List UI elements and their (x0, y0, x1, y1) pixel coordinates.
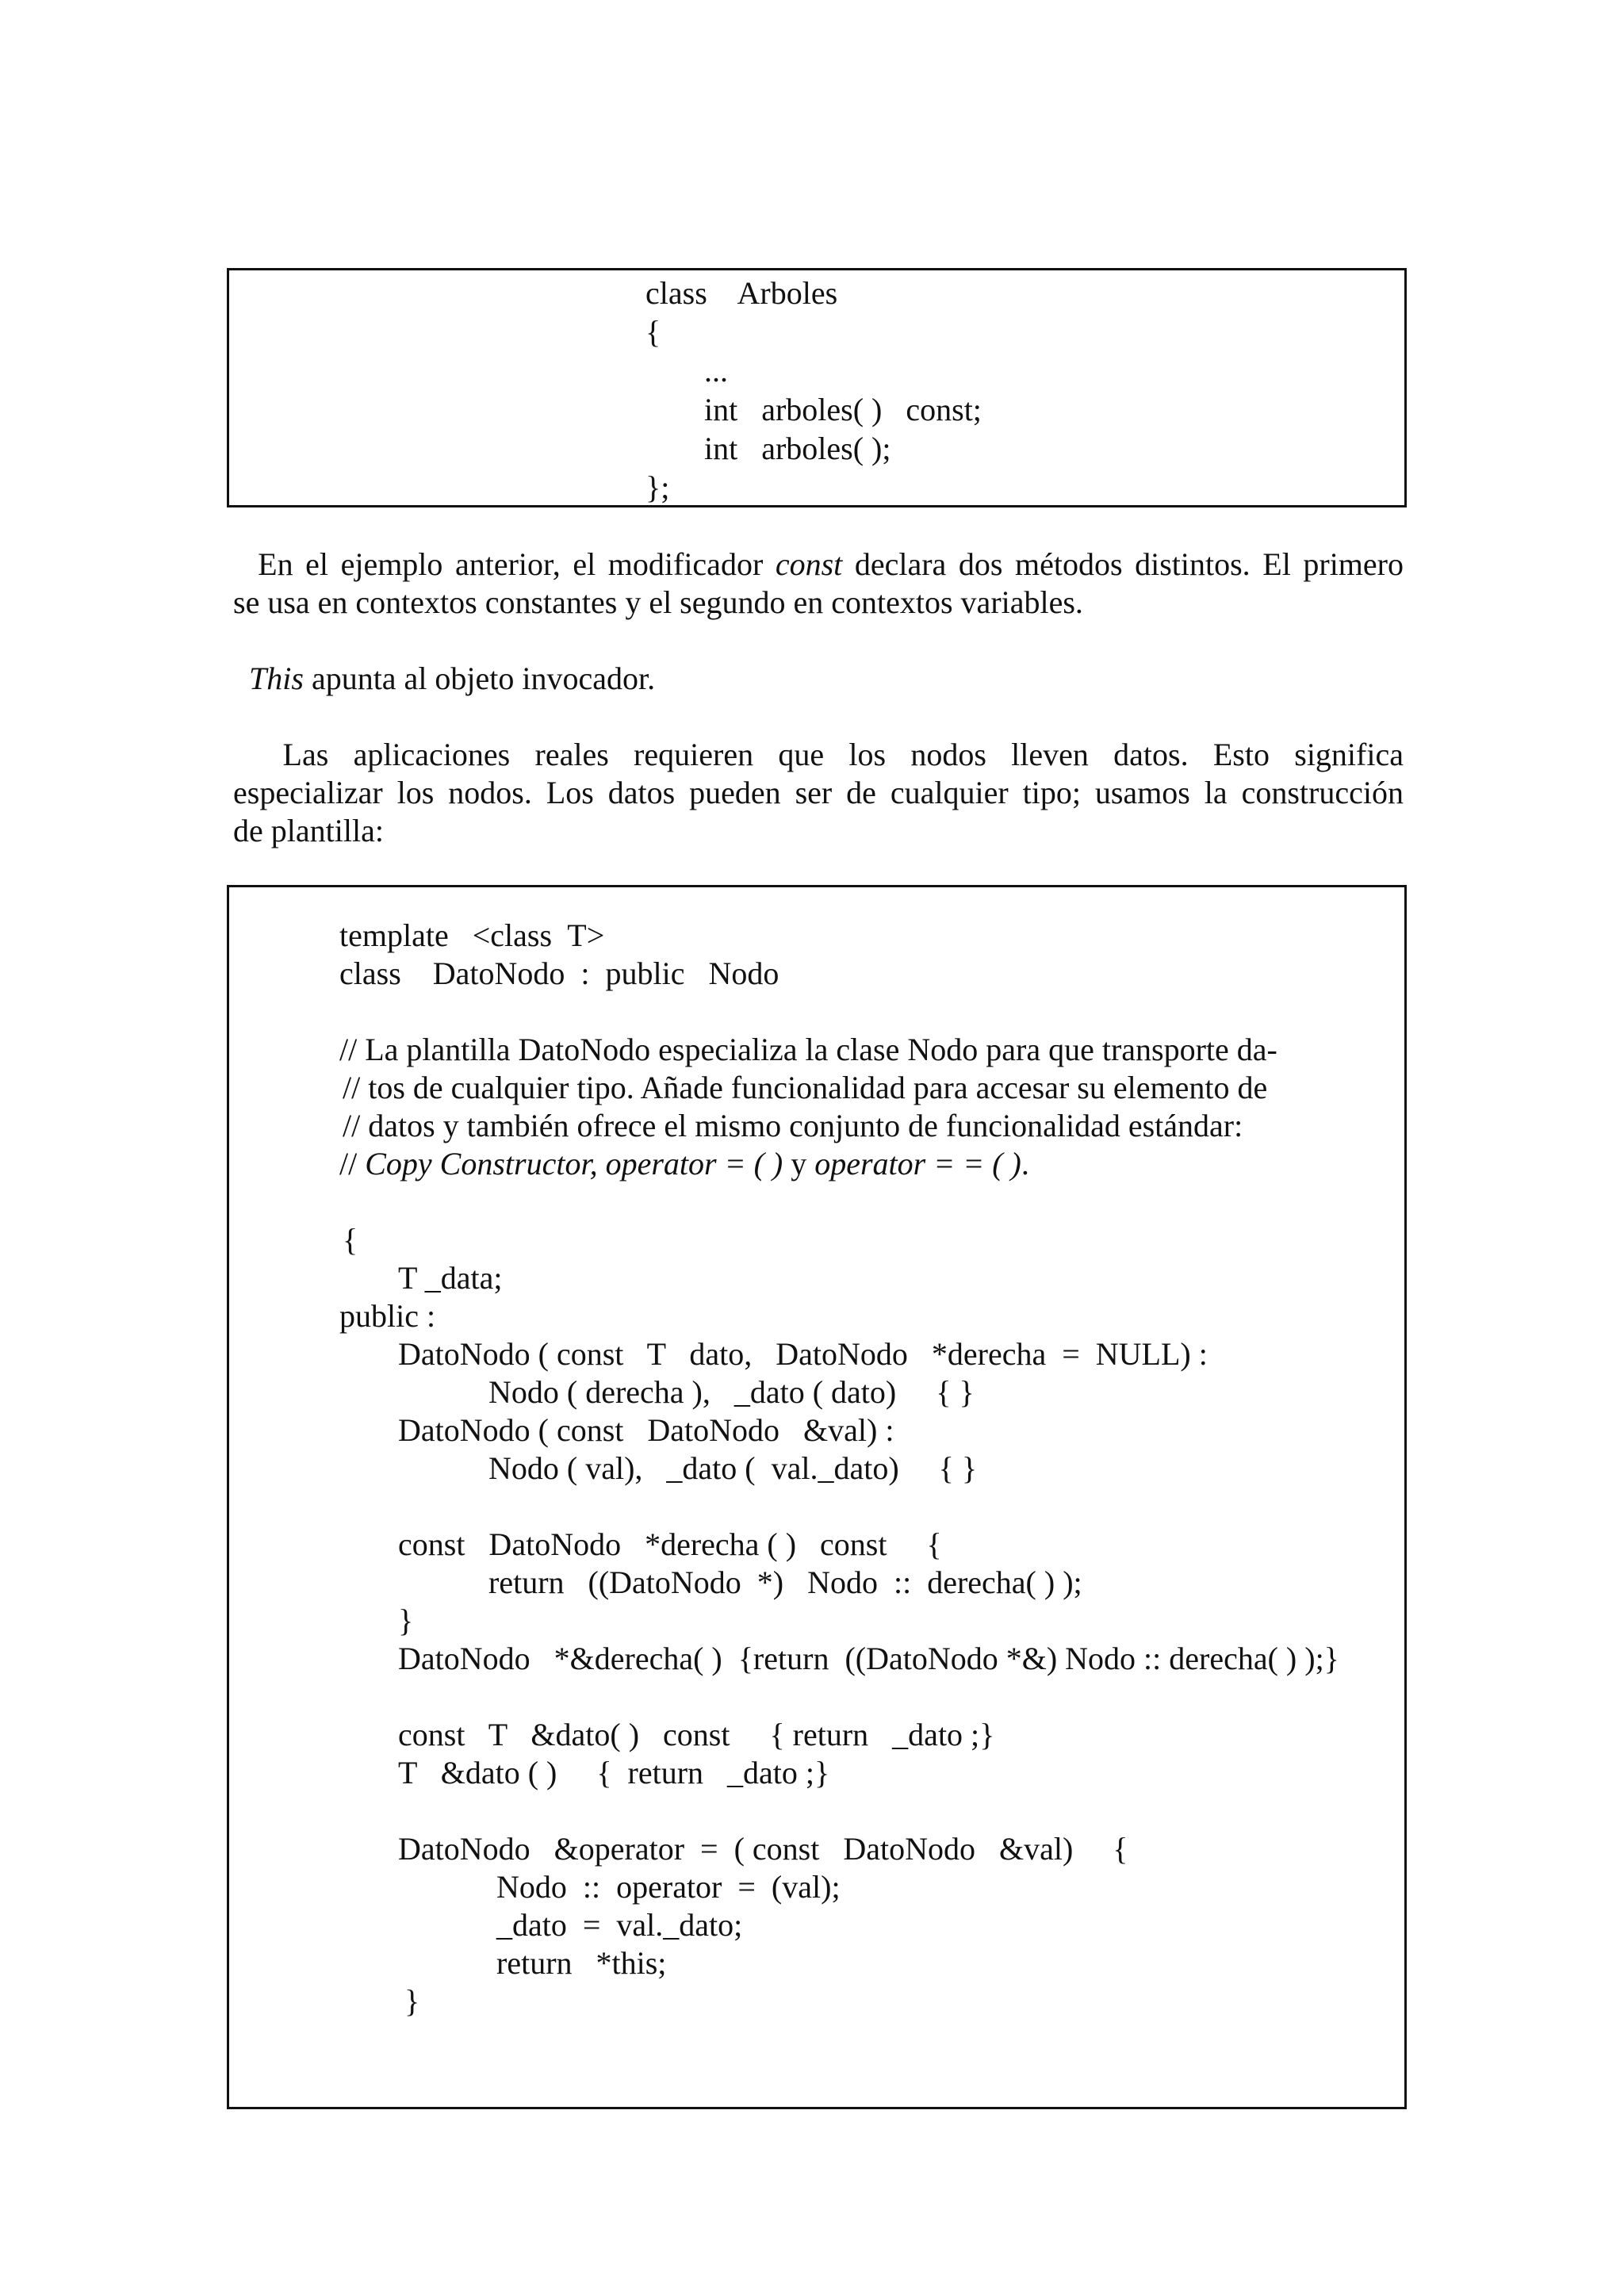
code-line: DatoNodo ( const T dato, DatoNodo *derecha = NULL) : (398, 1336, 1208, 1372)
code-line: int arboles( ); (704, 431, 891, 466)
code-line: class DatoNodo : public Nodo (339, 956, 779, 991)
code-line: _dato = val._dato; (496, 1907, 743, 1943)
code-line: DatoNodo &operator = ( const DatoNodo &val) { (398, 1831, 1128, 1867)
code-line: }; (645, 469, 670, 505)
code-line: { (343, 1222, 358, 1258)
code-comment-line: // Copy Constructor, operator = ( ) y operator = = ( ). (339, 1146, 1029, 1181)
paragraph-this (233, 660, 1404, 698)
paragraph-line: Las aplicaciones reales requieren que los nodos lleven datos. Esto significa (282, 737, 1404, 772)
paragraph-line: En el ejemplo anterior, el modificador const declara dos métodos distintos. El primero (258, 546, 1404, 582)
code-line: return ((DatoNodo *) Nodo :: derecha( ) ); (488, 1564, 1082, 1600)
code-line: DatoNodo ( const DatoNodo &val) : (398, 1412, 894, 1448)
emphasis-this: This (249, 661, 304, 696)
code-line: const T &dato( ) const { return _dato ;} (398, 1717, 995, 1752)
code-line: return *this; (496, 1945, 667, 1981)
paragraph-line: de plantilla: (233, 813, 384, 848)
code-line: } (404, 1983, 420, 2019)
code-line: T &dato ( ) { return _dato ;} (398, 1755, 830, 1790)
code-line: DatoNodo *&derecha( ) {return ((DatoNodo *&) Nodo :: derecha( ) );} (398, 1641, 1339, 1676)
emphasis-const: const (775, 546, 843, 582)
paragraph-line: This apunta al objeto invocador. (249, 661, 656, 696)
code-line: int arboles( ) const; (704, 392, 982, 427)
code-comment-line: // datos y también ofrece el mismo conjunto de funcionalidad estándar: (343, 1108, 1243, 1143)
code-comment-line: // La plantilla DatoNodo especializa la clase Nodo para que transporte da- (339, 1032, 1277, 1067)
code-line: public : (339, 1298, 436, 1334)
code-line: Nodo ( derecha ), _dato ( dato) { } (488, 1374, 975, 1410)
paragraph-const (233, 546, 1404, 622)
code-line: ... (704, 353, 728, 389)
code-line: { (645, 314, 661, 350)
code-comment-line: // tos de cualquier tipo. Añade funcionalidad para accesar su elemento de (343, 1070, 1268, 1105)
code-line: } (398, 1603, 414, 1638)
code-line: Nodo ( val), _dato ( val._dato) { } (488, 1450, 978, 1486)
code-line: class Arboles (645, 275, 838, 311)
paragraph-plantilla (233, 736, 1404, 850)
code-line: template <class T> (339, 917, 605, 953)
emphasis-copy-constructor: Copy Constructor, operator = ( ) (365, 1146, 783, 1181)
paragraph-line: especializar los nodos. Los datos pueden ser de cualquier tipo; usamos la construcción (233, 775, 1404, 810)
code-line: Nodo :: operator = (val); (496, 1869, 841, 1905)
code-line: const DatoNodo *derecha ( ) const { (398, 1526, 942, 1562)
emphasis-operator-equals: operator = = ( ) (814, 1146, 1021, 1181)
paragraph-line: se usa en contextos constantes y el segundo en contextos variables. (233, 584, 1083, 620)
code-line: T _data; (398, 1260, 503, 1296)
